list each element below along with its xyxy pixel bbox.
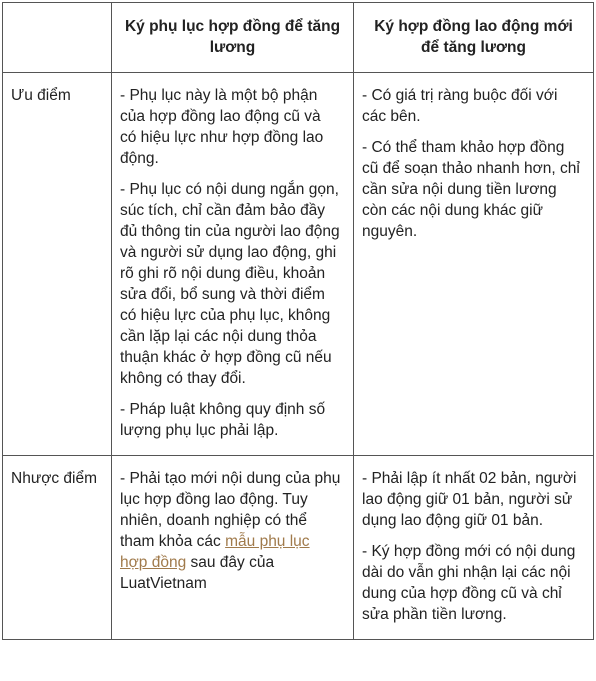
cell-nhuoc-diem-hop-dong-moi — [354, 456, 594, 640]
cell-uu-diem-hop-dong-moi — [354, 73, 594, 456]
header-col2: Ký phụ lục hợp đồng để tăng lương — [124, 18, 341, 56]
list-item: - Ký hợp đồng mới có nội dung dài do vẫn ghi nhận lại các nội dung của hợp đồng cũ và chỉ sửa phần tiền lương. — [362, 543, 576, 623]
row-label-cell — [3, 456, 112, 640]
header-cell-phu-luc — [112, 3, 354, 73]
table-row-nhuoc-diem — [3, 456, 594, 640]
mau-phu-luc-link[interactable]: mẫu phụ lục hợp đồng — [120, 533, 310, 571]
list-item: - Phụ lục này là một bộ phận của hợp đồng lao động cũ và có hiệu lực như hợp đồng lao động. — [120, 87, 324, 167]
cell-uu-diem-phu-luc — [112, 73, 354, 456]
row-label-uu-diem: Ưu điểm — [11, 87, 71, 104]
list-item — [120, 468, 341, 594]
list-item: - Có thể tham khảo hợp đồng cũ để soạn thảo nhanh hơn, chỉ cần sửa nội dung tiền lương còn các nội dung khác giữ nguyên. — [362, 139, 580, 240]
list-item: - Có giá trị ràng buộc đối với các bên. — [362, 87, 558, 125]
header-cell-hop-dong-moi — [354, 3, 594, 73]
header-empty-cell — [3, 3, 112, 73]
list-item: - Phải lập ít nhất 02 bản, người lao động giữ 01 bản, người sử dụng lao động giữ 01 bản. — [362, 470, 577, 529]
list-item: - Phụ lục có nội dung ngắn gọn, súc tích, chỉ cần đảm bảo đầy đủ thông tin của người lao động và người sử dụng lao động, ghi rõ ghi rõ nội dung điều, khoản sửa đổi, bổ sung và thời điểm có hiệu lực của phụ lục, không cần lặp lại các nội dung thỏa thuận khác ở hợp đồng cũ nếu không có thay đổi. — [120, 181, 340, 387]
table-row-uu-diem — [3, 73, 594, 456]
text-after-link: sau đây của LuatVietnam — [120, 554, 275, 592]
row-label-nhuoc-diem: Nhược điểm — [11, 470, 98, 487]
header-row — [3, 3, 594, 73]
row-label-cell — [3, 73, 112, 456]
comparison-table — [2, 2, 594, 640]
header-col3: Ký hợp đồng lao động mới để tăng lương — [374, 18, 573, 56]
cell-nhuoc-diem-phu-luc — [112, 456, 354, 640]
text-before-link: - Phải tạo mới nội dung của phụ lục hợp đồng lao động. Tuy nhiên, doanh nghiệp có thể tham khỏa các — [120, 470, 341, 550]
list-item: - Pháp luật không quy định số lượng phụ lục phải lập. — [120, 401, 326, 439]
